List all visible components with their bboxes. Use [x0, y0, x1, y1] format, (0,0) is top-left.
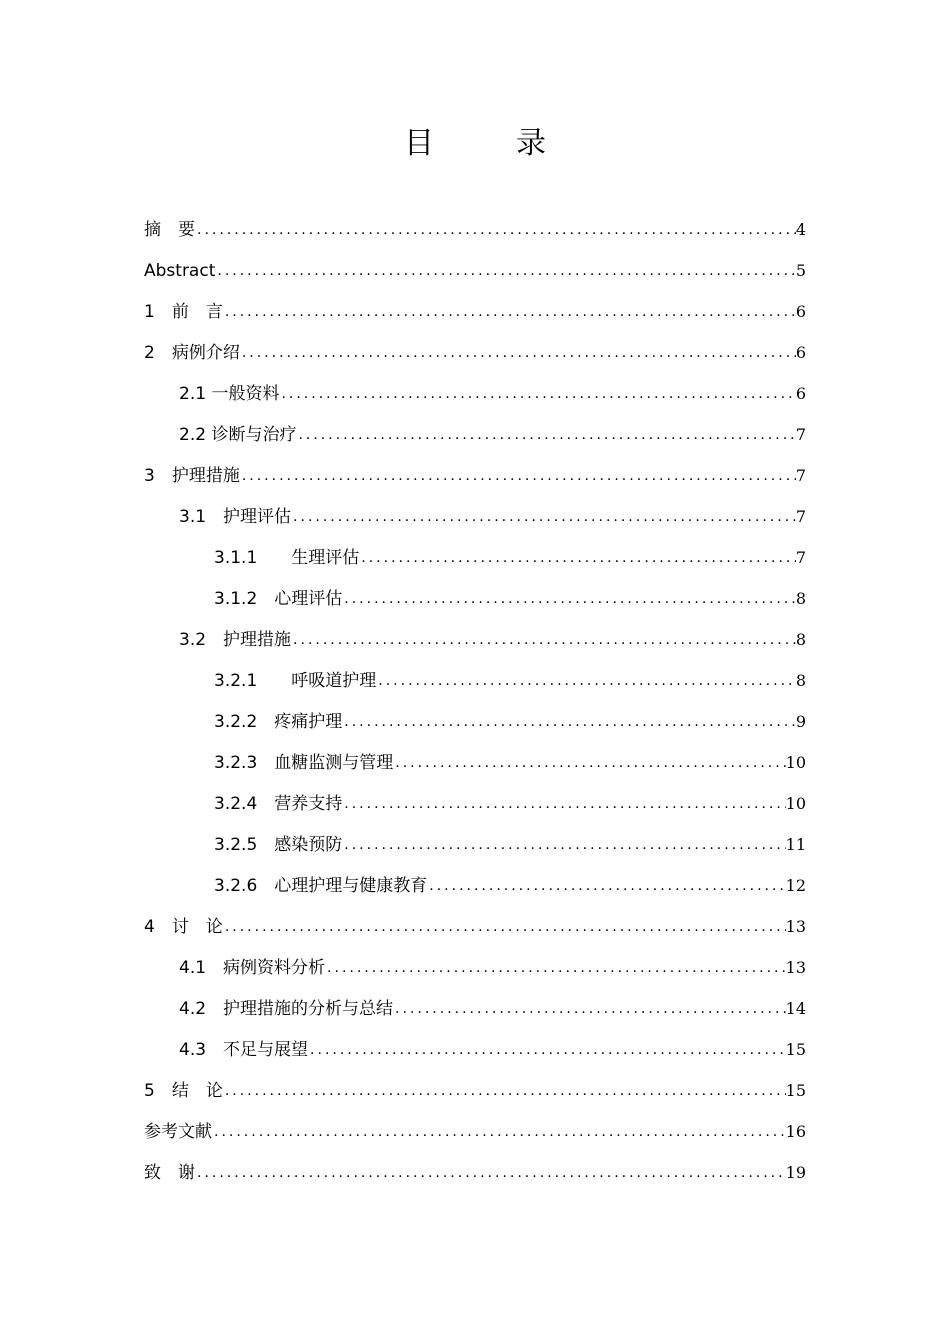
- toc-dot-leader: [223, 301, 796, 323]
- toc-dot-leader: [393, 998, 786, 1020]
- toc-entry-label: 3.1.1 生理评估: [214, 548, 360, 568]
- toc-entry-page: 15: [785, 1040, 806, 1059]
- toc-entry-label: 3.2.3 血糖监测与管理: [214, 753, 394, 773]
- toc-entry-page: 10: [785, 794, 806, 813]
- toc-entry-page: 6: [795, 343, 806, 362]
- toc-entry-page: 8: [795, 671, 806, 690]
- toc-entry-label: 4.1 病例资料分析: [179, 958, 326, 978]
- toc-entry-label: 2.1 一般资料: [179, 384, 280, 404]
- toc-entry[interactable]: [144, 200, 806, 241]
- toc-dot-leader: [279, 383, 795, 405]
- toc-entry-label: 3.2.1 呼吸道护理: [214, 671, 377, 691]
- toc-dot-leader: [325, 957, 786, 979]
- toc-entry[interactable]: [144, 1020, 806, 1061]
- toc-dot-leader: [308, 1039, 786, 1061]
- toc-entry-page: 8: [795, 630, 806, 649]
- toc-entry[interactable]: [144, 1143, 806, 1184]
- toc-entry[interactable]: [144, 446, 806, 487]
- toc-dot-leader: [291, 506, 796, 528]
- toc-entry[interactable]: [144, 1061, 806, 1102]
- toc-entry-label: 3.2.5 感染预防: [214, 835, 343, 855]
- toc-entry[interactable]: [144, 610, 806, 651]
- toc-entry-label: 5 结 论: [144, 1081, 223, 1101]
- table-of-contents: [144, 200, 806, 1184]
- toc-dot-leader: [212, 1121, 786, 1143]
- toc-dot-leader: [223, 1080, 786, 1102]
- toc-entry-page: 7: [795, 466, 806, 485]
- toc-dot-leader: [291, 629, 796, 651]
- toc-entry[interactable]: [144, 692, 806, 733]
- toc-entry[interactable]: [144, 241, 806, 282]
- toc-entry[interactable]: [144, 405, 806, 446]
- toc-entry-page: 7: [795, 507, 806, 526]
- toc-dot-leader: [342, 793, 785, 815]
- toc-entry[interactable]: [144, 364, 806, 405]
- toc-entry-page: 4: [795, 220, 806, 239]
- toc-entry-page: 13: [785, 917, 806, 936]
- toc-entry[interactable]: [144, 815, 806, 856]
- toc-entry-label: 4.3 不足与展望: [179, 1040, 309, 1060]
- toc-entry-label: 3.2.4 营养支持: [214, 794, 343, 814]
- toc-entry[interactable]: [144, 733, 806, 774]
- toc-dot-leader: [342, 711, 796, 733]
- toc-entry-page: 12: [785, 876, 806, 895]
- toc-entry-label: 参考文献: [144, 1122, 212, 1142]
- toc-entry-label: 3.2.6 心理护理与健康教育: [214, 876, 428, 896]
- toc-entry-label: 3.1 护理评估: [179, 507, 292, 527]
- toc-entry-label: 2.2 诊断与治疗: [179, 425, 297, 445]
- toc-entry[interactable]: [144, 528, 806, 569]
- toc-entry[interactable]: [144, 774, 806, 815]
- toc-entry-page: 6: [795, 384, 806, 403]
- toc-dot-leader: [342, 834, 785, 856]
- toc-dot-leader: [195, 1162, 786, 1184]
- toc-entry[interactable]: [144, 1102, 806, 1143]
- toc-entry[interactable]: [144, 323, 806, 364]
- toc-dot-leader: [223, 916, 786, 938]
- toc-entry-page: 7: [795, 548, 806, 567]
- toc-entry-label: 4.2 护理措施的分析与总结: [179, 999, 394, 1019]
- toc-entry-page: 5: [795, 261, 806, 280]
- toc-entry-page: 16: [785, 1122, 806, 1141]
- toc-title: 目 录: [404, 126, 572, 161]
- toc-dot-leader: [240, 342, 796, 364]
- toc-dot-leader: [342, 588, 796, 610]
- toc-dot-leader: [240, 465, 796, 487]
- toc-entry[interactable]: [144, 569, 806, 610]
- toc-entry-label: 摘 要: [144, 220, 195, 240]
- toc-dot-leader: [195, 219, 796, 241]
- toc-entry-label: 4 讨 论: [144, 917, 223, 937]
- toc-dot-leader: [376, 670, 796, 692]
- toc-dot-leader: [296, 424, 795, 446]
- toc-dot-leader: [393, 752, 785, 774]
- toc-entry[interactable]: [144, 282, 806, 323]
- toc-entry-page: 14: [785, 999, 806, 1018]
- toc-entry-page: 9: [795, 712, 806, 731]
- toc-entry-label: 致 谢: [144, 1163, 195, 1183]
- toc-entry-page: 19: [785, 1163, 806, 1182]
- toc-entry-page: 11: [785, 835, 806, 854]
- toc-entry-label: 2 病例介绍: [144, 343, 240, 363]
- toc-dot-leader: [215, 260, 795, 282]
- toc-entry[interactable]: [144, 651, 806, 692]
- toc-entry-label: 3.2.2 疼痛护理: [214, 712, 343, 732]
- toc-entry-label: 3.2 护理措施: [179, 630, 292, 650]
- toc-entry-page: 15: [785, 1081, 806, 1100]
- toc-entry-label: 3 护理措施: [144, 466, 240, 486]
- toc-entry-label: Abstract: [144, 261, 216, 281]
- toc-entry-label: 1 前 言: [144, 302, 223, 322]
- toc-dot-leader: [427, 875, 785, 897]
- toc-entry[interactable]: [144, 856, 806, 897]
- toc-entry[interactable]: [144, 938, 806, 979]
- toc-dot-leader: [359, 547, 796, 569]
- toc-entry[interactable]: [144, 979, 806, 1020]
- toc-entry[interactable]: [144, 487, 806, 528]
- toc-entry-label: 3.1.2 心理评估: [214, 589, 343, 609]
- toc-entry-page: 10: [785, 753, 806, 772]
- toc-entry-page: 13: [785, 958, 806, 977]
- toc-entry-page: 7: [795, 425, 806, 444]
- toc-entry[interactable]: [144, 897, 806, 938]
- toc-entry-page: 8: [795, 589, 806, 608]
- toc-entry-page: 6: [795, 302, 806, 321]
